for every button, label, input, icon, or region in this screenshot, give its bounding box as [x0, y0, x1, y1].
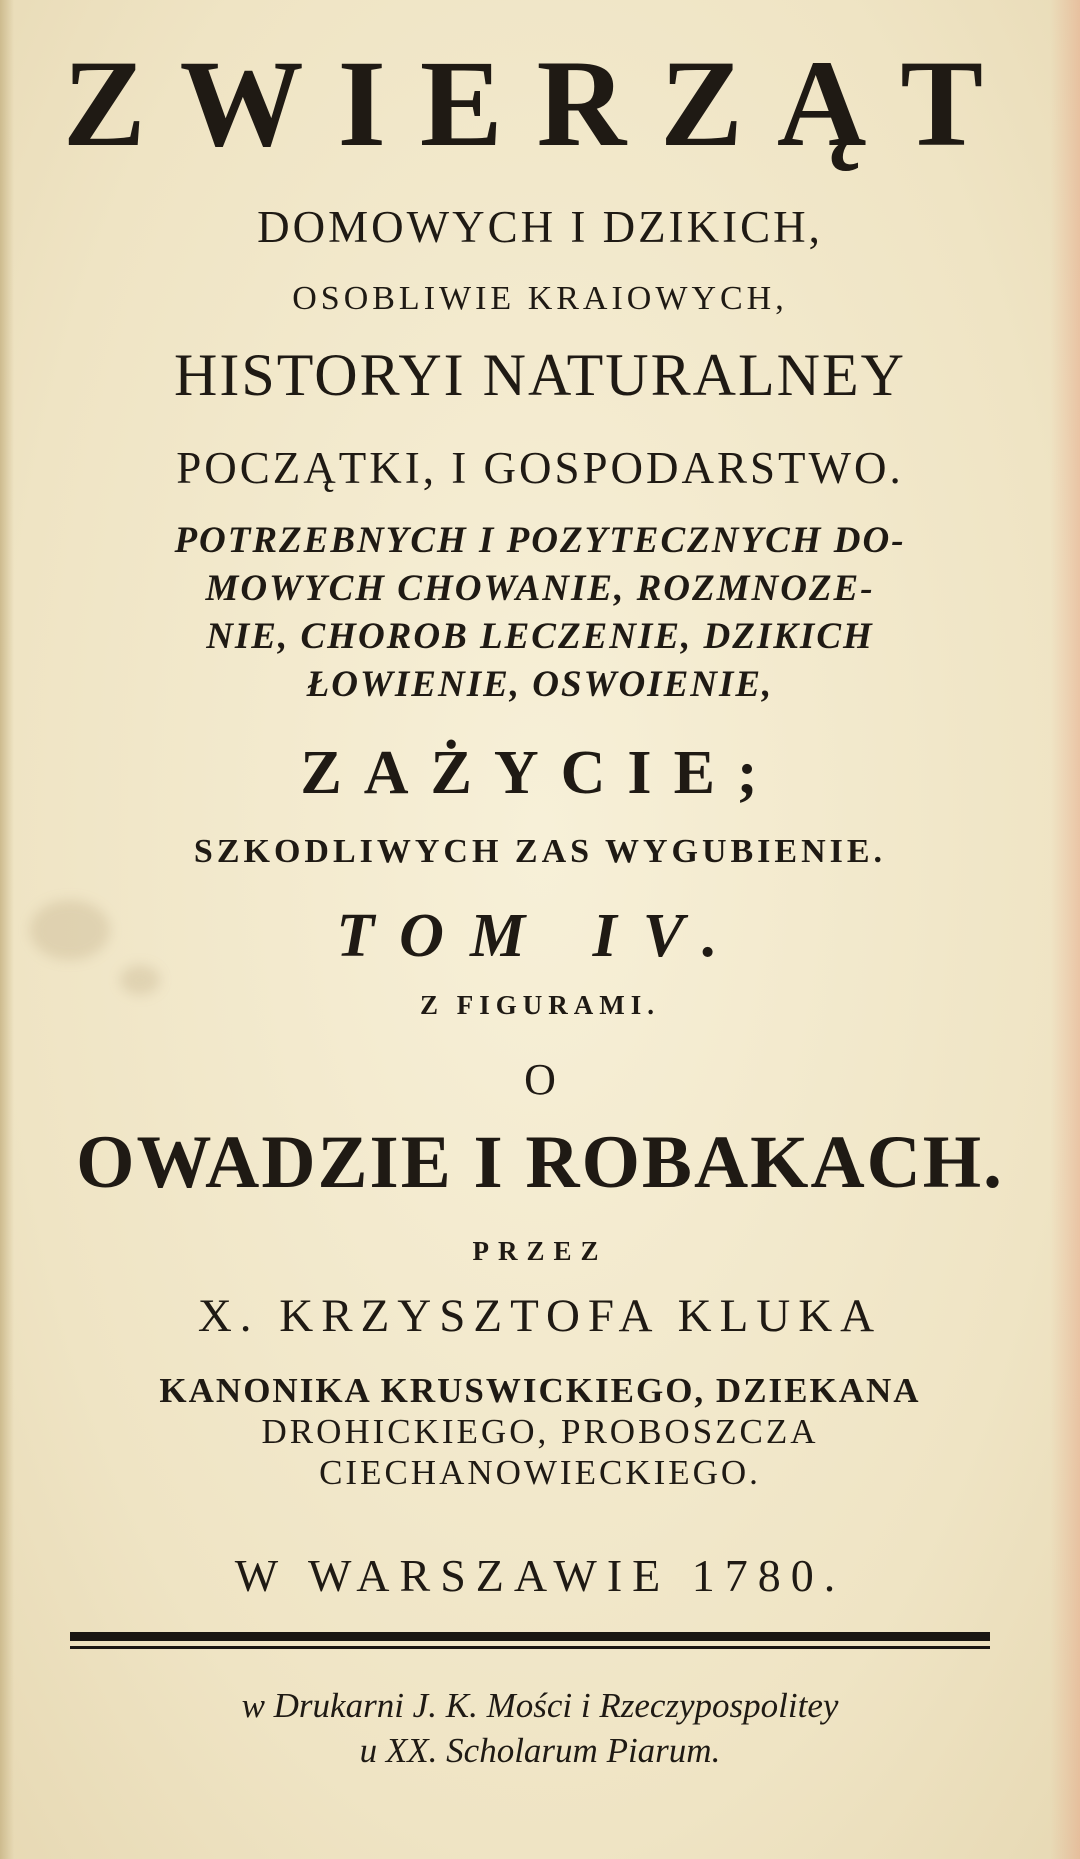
szkodliwych-line: SZKODLIWYCH ZAS WYGUBIENIE. — [193, 833, 887, 870]
double-rule-thick — [70, 1632, 990, 1641]
subtitle-line-3: HISTORYI NATURALNEY — [174, 342, 906, 408]
figures-note: Z FIGURAMI. — [420, 990, 660, 1020]
author-title-2: DROHICKIEGO, PROBOSZCZA — [261, 1412, 819, 1451]
italic-line-2: MOWYCH CHOWANIE, ROZMNOZE- — [205, 568, 875, 609]
double-rule-thin — [70, 1646, 990, 1649]
foxing-stain — [120, 965, 160, 995]
subtitle-line-1: DOMOWYCH I DZIKICH, — [257, 202, 823, 252]
o-line: O — [524, 1055, 556, 1104]
volume-number: TOM IV. — [336, 902, 744, 970]
printer-line-2: u XX. Scholarum Piarum. — [359, 1731, 721, 1770]
zazycie-line: ZAŻYCIE; — [300, 739, 780, 807]
printer-line-1: w Drukarni J. K. Mości i Rzeczypospolitey — [241, 1686, 839, 1725]
subtitle-line-4: POCZĄTKI, I GOSPODARSTWO. — [176, 443, 904, 493]
author-title-1: KANONIKA KRUSWICKIEGO, DZIEKANA — [159, 1371, 921, 1410]
imprint-place-year: W WARSZAWIE 1780. — [234, 1550, 846, 1601]
italic-line-1: POTRZEBNYCH I POZYTECZNYCH DO- — [174, 520, 906, 561]
przez-line: PRZEZ — [472, 1236, 608, 1266]
subtitle-line-2: OSOBLIWIE KRAIOWYCH, — [292, 280, 788, 317]
italic-line-3: NIE, CHOROB LECZENIE, DZIKICH — [206, 616, 874, 657]
italic-line-4: ŁOWIENIE, OSWOIENIE, — [306, 664, 774, 705]
subject-title: OWADZIE I ROBAKACH. — [76, 1121, 1004, 1204]
author-name: X. KRZYSZTOFA KLUKA — [197, 1290, 883, 1342]
author-title-3: CIECHANOWIECKIEGO. — [319, 1453, 761, 1492]
book-title: ZWIERZĄT — [62, 35, 1018, 172]
